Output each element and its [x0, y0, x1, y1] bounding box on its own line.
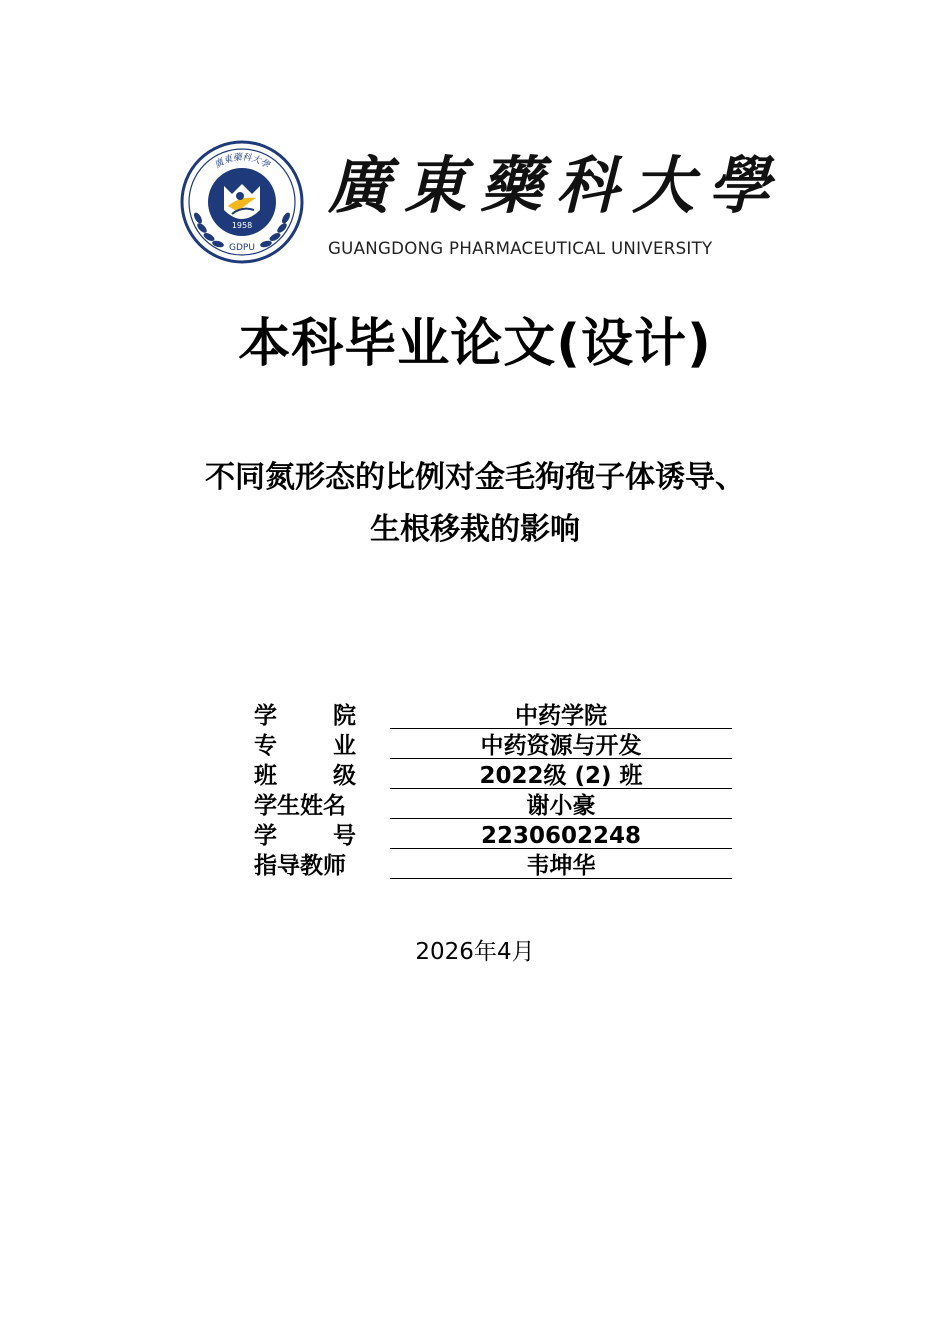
info-row-college	[254, 700, 734, 730]
info-value-college: 中药学院	[515, 703, 607, 729]
info-value-student-name: 谢小豪	[526, 793, 596, 819]
info-value-supervisor: 韦坤华	[526, 853, 596, 879]
university-emblem-icon	[180, 140, 304, 264]
thesis-title-line-1: 不同氮形态的比例对金毛狗孢子体诱导、	[205, 460, 745, 495]
info-row-supervisor	[254, 850, 734, 880]
info-field-student-name	[390, 790, 732, 819]
emblem-ring-text: 廣東藥科大學	[213, 152, 271, 171]
info-row-major	[254, 730, 734, 760]
thesis-title	[0, 452, 950, 556]
info-value-student-id: 2230602248	[480, 823, 642, 849]
document-title: 本科毕业论文(设计)	[238, 314, 712, 374]
info-field-student-id	[390, 820, 732, 849]
info-row-class	[254, 760, 734, 790]
info-row-student-id	[254, 820, 734, 850]
info-field-class	[390, 760, 732, 789]
info-value-major: 中药资源与开发	[480, 733, 642, 759]
info-field-major	[390, 730, 732, 759]
student-info-table	[254, 700, 734, 880]
info-row-student-name	[254, 790, 734, 820]
university-name-cn: 廣東藥科大學	[328, 149, 785, 222]
info-field-college	[390, 700, 732, 729]
emblem-abbr: GDPU	[229, 243, 255, 253]
info-label-student-id: 学 号	[254, 823, 356, 849]
thesis-title-line-2: 生根移栽的影响	[370, 512, 580, 547]
submission-date: 2026年4月	[415, 939, 535, 965]
info-field-supervisor	[390, 850, 732, 879]
info-label-class: 班 级	[254, 763, 356, 789]
info-label-major: 专 业	[254, 733, 356, 759]
info-label-student-name: 学生姓名	[254, 793, 346, 819]
info-value-class: 2022级 (2) 班	[479, 763, 643, 789]
info-label-college: 学 院	[254, 703, 356, 729]
university-header	[180, 140, 785, 265]
emblem-year: 1958	[231, 221, 253, 230]
university-name-en: GUANGDONG PHARMACEUTICAL UNIVERSITY	[328, 239, 713, 258]
info-label-supervisor: 指导教师	[254, 853, 346, 879]
